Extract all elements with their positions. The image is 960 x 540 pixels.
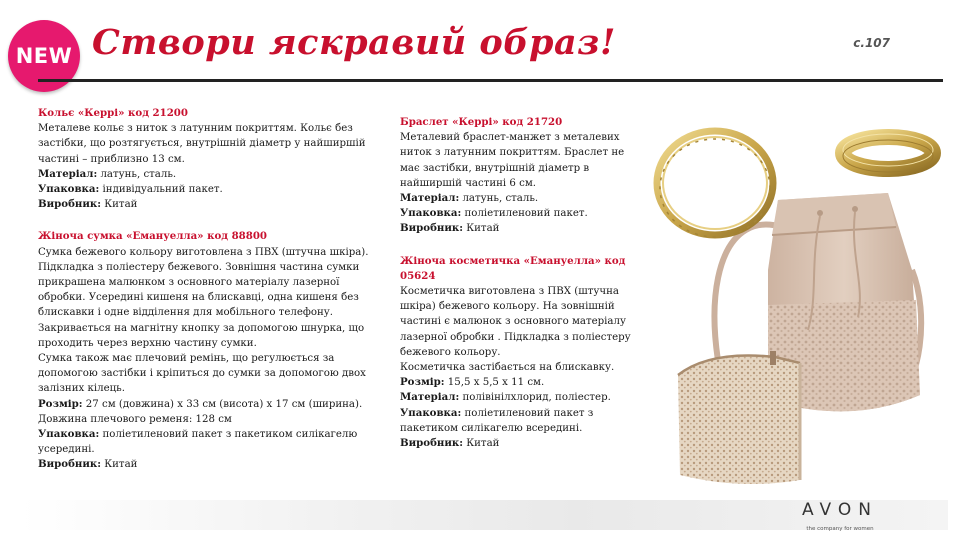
necklace: [657, 131, 773, 237]
necklace-maker: Виробник: Китай: [38, 198, 138, 211]
bag-strap-length: Довжина плечового ременя: 128 см: [38, 413, 232, 425]
necklace-heading: Кольє «Керрі» код 21200: [38, 107, 188, 119]
pouch-description: Косметичка виготовлена з ПВХ (штучна шкіра) бежевого кольору. На зовнішній частині є малюнок з основного матеріалу лазерної обробки . Підкладка з поліестеру бежевого кольору.: [400, 286, 631, 358]
bag-description-strap: Сумка також має плечовий ремінь, що регулюється за допомогою застібки і кріпиться до сумки за допомогою двох залізних кілець.: [38, 353, 366, 395]
bracelet-description: Металевий браслет-манжет з металевих ниток з латунним покриттям. Браслет не має застібки, внутрішній діаметр в найширшій частині 6 см.: [400, 132, 625, 189]
bag-packaging: Упаковка: поліетиленовий пакет з пакетиком силікагелю усередині.: [38, 428, 358, 456]
bracelet-heading: Браслет «Керрі» код 21720: [400, 116, 563, 128]
new-badge-text: NEW: [15, 44, 73, 68]
page-number: с.107: [853, 36, 890, 50]
bag-description: Сумка бежевого кольору виготовлена з ПВХ (штучна шкіра). Підкладка з поліестеру бежевого. Зовнішня частина сумки прикрашена малюнком з основного матеріалу лазерної обробки. Усередині кишеня на блискавці, одна кишеня без блискавки і одне відділення для мобільного телефону. Закривається на магнітну кнопку за допомогою шнурка, що проходить через верхню частину сумки.: [38, 246, 369, 349]
pouch-heading: Жіноча косметичка «Емануелла» код 05624: [400, 254, 626, 282]
brand-logo-text: AVON: [802, 500, 878, 520]
pouch-description-zip: Косметичка застібається на блискавку.: [400, 362, 615, 374]
pouch-size: Розмір: 15,5 х 5,5 х 11 см.: [400, 376, 545, 389]
necklace-material: Матеріал: латунь, сталь.: [38, 167, 177, 180]
bag-maker: Виробник: Китай: [38, 458, 138, 471]
pouch-maker: Виробник: Китай: [400, 437, 500, 450]
header-divider: [38, 79, 943, 82]
bracelet-material: Матеріал: латунь, сталь.: [400, 192, 539, 205]
product-photo: [650, 95, 950, 505]
bracelet-maker: Виробник: Китай: [400, 222, 500, 235]
necklace-description: Металеве кольє з ниток з латунним покриттям. Кольє без застібки, що розтягується, внутрішній діаметр у найширшій частині – приблизно 13 см.: [38, 123, 366, 165]
page-title: Створи яскравий образ!: [92, 22, 616, 63]
bracelet: [843, 134, 933, 172]
pouch-packaging: Упаковка: поліетиленовий пакет з пакетиком силікагелю всередині.: [400, 406, 594, 434]
brand-tagline: the company for women: [806, 526, 874, 532]
necklace-packaging: Упаковка: індивідуальний пакет.: [38, 183, 223, 196]
bracelet-packaging: Упаковка: поліетиленовий пакет.: [400, 207, 588, 220]
avon-logo: [790, 500, 890, 532]
cosmetic-pouch: [678, 351, 800, 484]
pouch-material: Матеріал: полівінілхлорид, поліестер.: [400, 391, 611, 404]
left-column: [38, 106, 388, 473]
middle-column: [400, 115, 636, 451]
bag-size: Розмір: 27 см (довжина) х 33 см (висота) х 17 см (ширина).: [38, 397, 363, 410]
bag-heading: Жіноча сумка «Емануелла» код 88800: [38, 230, 268, 243]
